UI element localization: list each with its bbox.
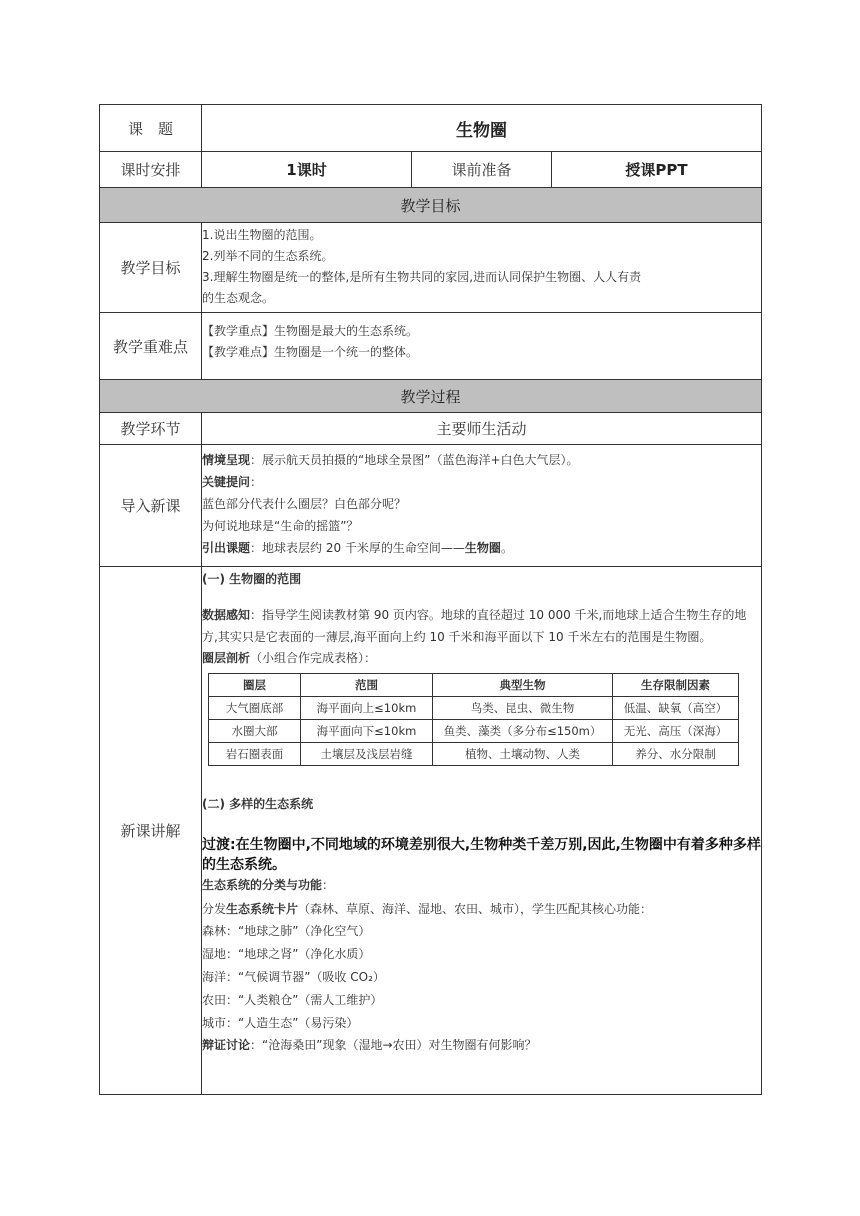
intro-label: 导入新课: [100, 445, 202, 567]
key-points-content: [202, 313, 762, 380]
table-cell: 海平面向下≤10km: [301, 720, 433, 743]
lesson-row: [100, 567, 762, 1095]
lesson-plan-table: [99, 104, 762, 1095]
goal-item: 3.理解生物圈是统一的整体,是所有生物共同的家园,进而认同保护生物圈、人人有责: [202, 270, 642, 284]
question-line: [202, 471, 761, 493]
cards-post: （森林、草原、海洋、湿地、农田、城市），学生匹配其核心功能：: [298, 902, 653, 916]
goal-item: 2.列举不同的生态系统。: [202, 249, 334, 263]
prep-label: 课前准备: [412, 152, 552, 188]
part1-title: (一) 生物圈的范围: [202, 572, 302, 586]
lesson-content: [202, 567, 762, 1095]
table-cell: 养分、水分限制: [613, 743, 739, 766]
intro-row: [100, 445, 762, 567]
scene-line: [202, 449, 761, 471]
activity-column-header: 主要师生活动: [202, 413, 762, 445]
question-colon: ：: [250, 475, 263, 489]
cards-bold: 生态系统卡片: [226, 902, 299, 916]
table-cell: 岩石圈表面: [209, 743, 301, 766]
table-cell: 鱼类、藻类（多分布≤150m）: [433, 720, 613, 743]
goal-item: 的生态观念。: [202, 291, 275, 305]
topic-row: [100, 105, 762, 152]
schedule-label: 课时安排: [100, 152, 202, 188]
lesson-label: 新课讲解: [100, 567, 202, 1095]
cards-line: [202, 899, 761, 920]
classification-line: [202, 875, 761, 896]
goals-label: 教学目标: [100, 223, 202, 313]
process-section-title: 教学过程: [100, 380, 762, 413]
key-point: 【教学重点】生物圈是最大的生态系统。: [202, 324, 419, 338]
layer-table-header-cell: 范围: [301, 674, 433, 697]
goals-content: [202, 223, 762, 313]
lead-text: ：地球表层约 20 千米厚的生命空间——: [250, 541, 465, 555]
ecosystem-item: 森林：“地球之肺”（净化空气）: [202, 924, 371, 938]
layer-table-header: [209, 674, 739, 697]
question-item: 蓝色部分代表什么圈层？白色部分呢？: [202, 497, 407, 511]
goals-row: [100, 223, 762, 313]
scene-text: ：展示航天员拍摄的“地球全景图”（蓝色海洋+白色大气层）。: [250, 453, 579, 467]
layer-table-header-cell: 圈层: [209, 674, 301, 697]
ecosystem-item: 农田：“人类粮仓”（需人工维护）: [202, 993, 383, 1007]
layer-text: （小组合作完成表格）：: [250, 651, 377, 665]
topic-value: 生物圈: [202, 105, 762, 152]
cards-pre: 分发: [202, 902, 227, 916]
data-title: 数据感知: [202, 608, 251, 622]
layer-table-header-cell: 典型生物: [433, 674, 613, 697]
question-item: 为何说地球是“生命的摇篮”？: [202, 519, 359, 533]
schedule-row: [100, 152, 762, 188]
ecosystem-item: 湿地：“地球之肾”（净化水质）: [202, 947, 371, 961]
intro-content: [202, 445, 762, 567]
prep-value: 授课PPT: [552, 152, 762, 188]
data-paragraph: [202, 604, 761, 648]
table-cell: 无光、高压（深海）: [613, 720, 739, 743]
layer-table-header-cell: 生存限制因素: [613, 674, 739, 697]
classification-colon: ：: [322, 878, 335, 892]
table-row: [209, 720, 739, 743]
table-cell: 海平面向上≤10km: [301, 697, 433, 720]
goals-section-header: [100, 188, 762, 223]
debate-title: 辩证讨论: [202, 1038, 251, 1052]
goal-item: 1.说出生物圈的范围。: [202, 228, 322, 242]
layer-line: [202, 648, 761, 669]
layer-title: 圈层剖析: [202, 651, 251, 665]
table-row: [209, 743, 739, 766]
table-cell: 鸟类、昆虫、微生物: [433, 697, 613, 720]
key-points-label: 教学重难点: [100, 313, 202, 380]
schedule-value: 1课时: [202, 152, 412, 188]
process-section-header: [100, 380, 762, 413]
process-column-headers: [100, 413, 762, 445]
table-cell: 大气圈底部: [209, 697, 301, 720]
table-cell: 植物、土壤动物、人类: [433, 743, 613, 766]
scene-title: 情境呈现: [202, 453, 251, 467]
table-cell: 水圈大部: [209, 720, 301, 743]
ecosystem-item: 城市：“人造生态”（易污染）: [202, 1016, 359, 1030]
transition-text: 过渡:在生物圈中,不同地域的环境差别很大,生物种类千差万别,因此,生物圈中有着多种多样的生态系统。: [202, 837, 761, 873]
debate-text: ：“沧海桑田”现象（湿地→农田）对生物圈有何影响？: [250, 1038, 537, 1052]
topic-label: 课 题: [100, 105, 202, 152]
stage-column-header: 教学环节: [100, 413, 202, 445]
table-cell: 低温、缺氧（高空）: [613, 697, 739, 720]
debate-line: [202, 1035, 761, 1056]
goals-section-title: 教学目标: [100, 188, 762, 223]
lead-line: [202, 537, 761, 559]
ecosystem-item: 海洋：“气候调节器”（吸收 CO₂）: [202, 970, 385, 984]
key-points-row: [100, 313, 762, 380]
question-title: 关键提问: [202, 475, 251, 489]
table-cell: 土壤层及浅层岩缝: [301, 743, 433, 766]
part2-title: (二) 多样的生态系统: [202, 797, 314, 811]
biosphere-layer-table: [208, 673, 739, 766]
key-point: 【教学难点】生物圈是一个统一的整体。: [202, 345, 419, 359]
lead-bold: 生物圈: [464, 541, 501, 555]
lead-title: 引出课题: [202, 541, 251, 555]
data-text: ：指导学生阅读教材第 90 页内容。地球的直径超过 10 000 千米,而地球上适合生物生存的地方,其实只是它表面的一薄层,海平面向上约 10 千米和海平面以下 10 千米左右的范围是生物圈。: [202, 608, 747, 644]
classification-title: 生态系统的分类与功能: [202, 878, 323, 892]
lead-end: 。: [500, 541, 513, 555]
table-row: [209, 697, 739, 720]
